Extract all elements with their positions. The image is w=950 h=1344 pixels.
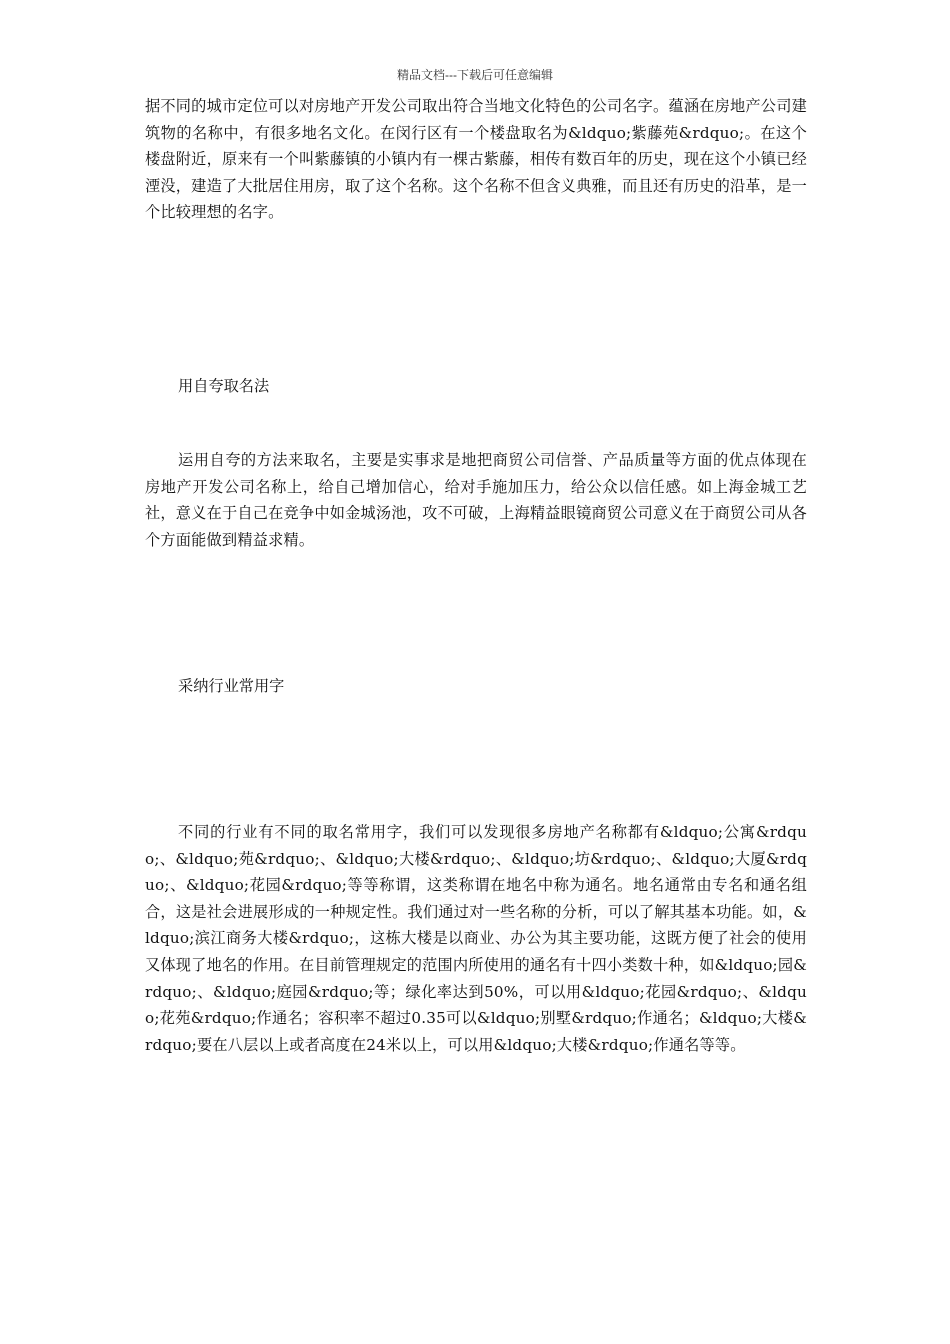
section-heading-self-praise: 用自夸取名法 [178, 377, 270, 395]
page-header: 精品文档---下载后可任意编辑 [397, 68, 553, 82]
section-heading-industry-words: 采纳行业常用字 [178, 677, 285, 695]
paragraph-self-praise: 运用自夸的方法来取名，主要是实事求是地把商贸公司信誉、产品质量等方面的优点体现在房地产开发公司名称上，给自己增加信心，给对手施加压力，给公众以信任感。如上海金城工艺社，意义在于自己在竞争中如金城汤池，攻不可破，上海精益眼镜商贸公司意义在于商贸公司从各个方面能做到精益求精。 [145, 451, 807, 549]
paragraph-city-positioning: 据不同的城市定位可以对房地产开发公司取出符合当地文化特色的公司名字。蕴涵在房地产公司建筑物的名称中，有很多地名文化。在闵行区有一个楼盘取名为&ldquo;紫藤苑&rdquo;。在这个楼盘附近，原来有一个叫紫藤镇的小镇内有一棵古紫藤，相传有数百年的历史，现在这个小镇已经湮没，建造了大批居住用房，取了这个名称。这个名称不但含义典雅，而且还有历史的沿革，是一个比较理想的名字。 [145, 97, 807, 222]
paragraph-industry-words: 不同的行业有不同的取名常用字，我们可以发现很多房地产名称都有&ldquo;公寓&rdquo;、&ldquo;苑&rdquo;、&ldquo;大楼&rdquo;、&ldquo;坊&rdquo;、&ldquo;大厦&rdquo;、&ldquo;花园&rdquo;等等称谓，这类称谓在地名中称为通名。地名通常由专名和通名组合，这是社会进展形成的一种规定性。我们通过对一些名称的分析，可以了解其基本功能。如，&ldquo;滨江商务大楼&rdquo;，这栋大楼是以商业、办公为其主要功能，这既方便了社会的使用又体现了地名的作用。在目前管理规定的范围内所使用的通名有十四小类数十种，如&ldquo;园&rdquo;、&ldquo;庭园&rdquo;等；绿化率达到50%，可以用&ldquo;花园&rdquo;、&ldquo;花苑&rdquo;作通名；容积率不超过0.35可以&ldquo;别墅&rdquo;作通名；&ldquo;大楼&rdquo;要在八层以上或者高度在24米以上，可以用&ldquo;大楼&rdquo;作通名等等。 [145, 823, 807, 1054]
